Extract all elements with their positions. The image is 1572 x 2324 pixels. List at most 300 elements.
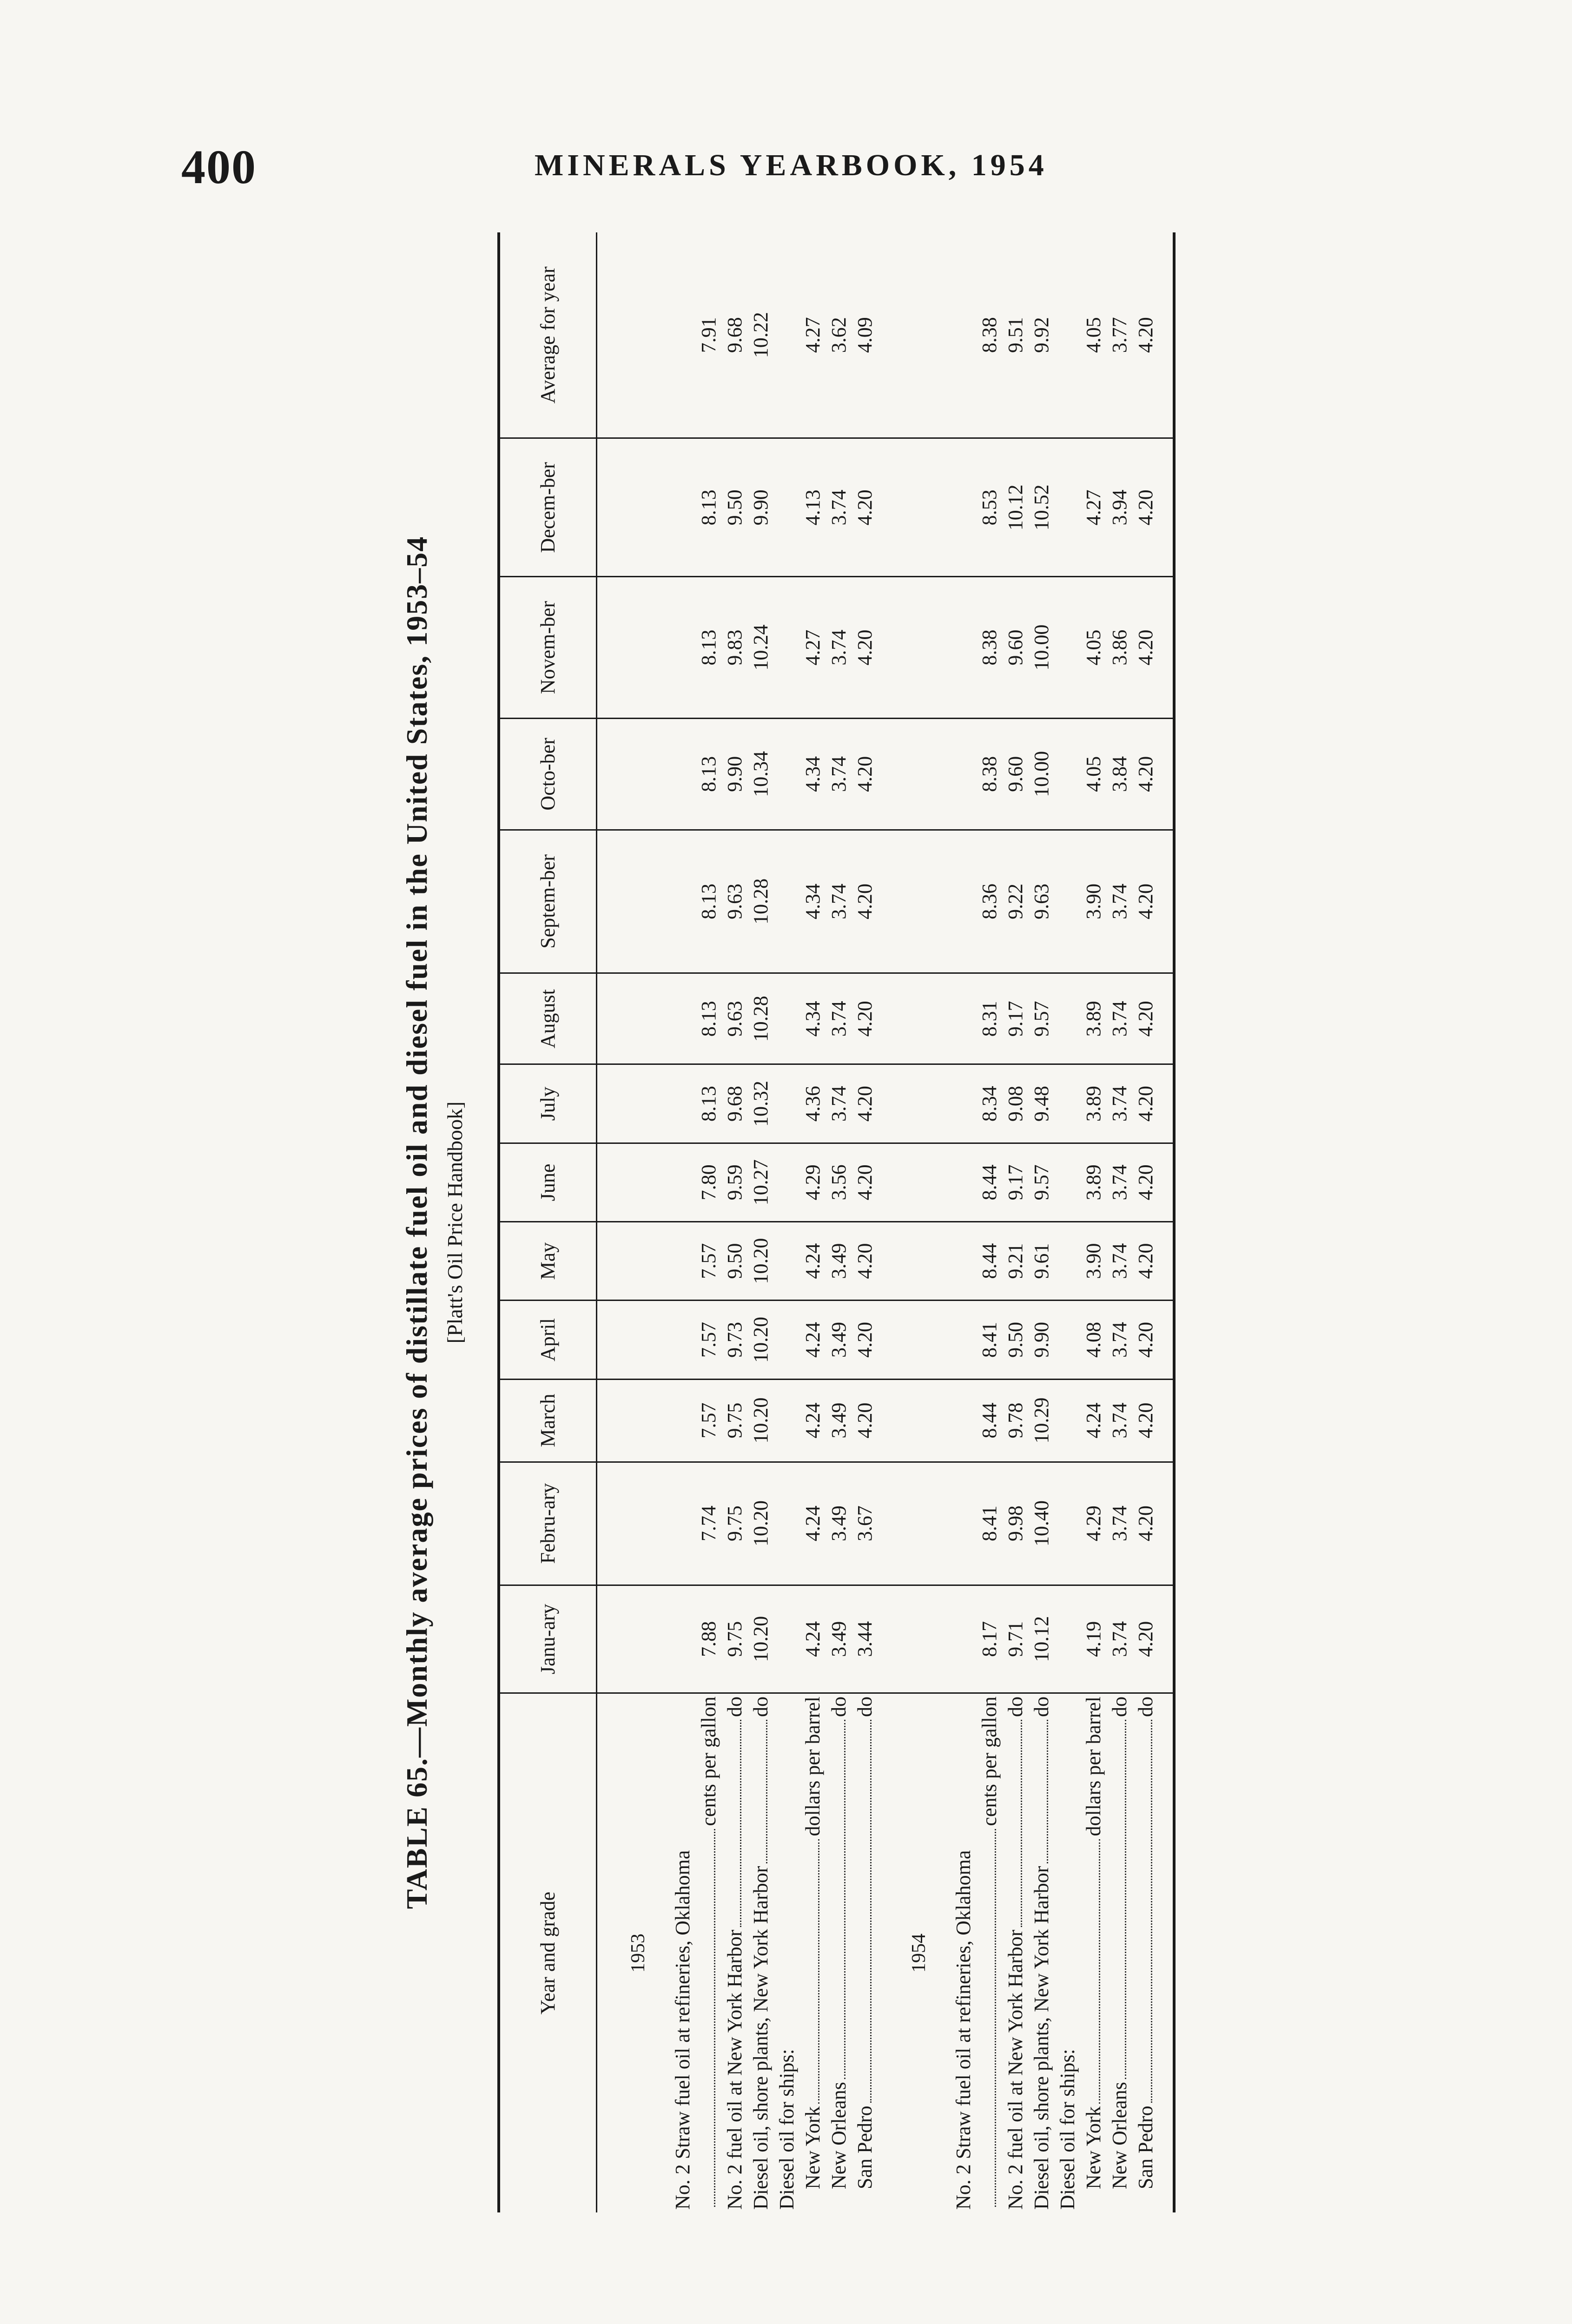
price-cell: 3.74 — [1107, 1143, 1133, 1221]
price-cell: 9.90 — [1029, 1301, 1055, 1379]
empty-cell — [596, 1222, 670, 1301]
table-row — [800, 232, 826, 2212]
row-label-cell — [800, 1693, 826, 2213]
row-label: Diesel oil, shore plants, New York Harbor — [1030, 1866, 1053, 2210]
price-cell: 4.20 — [852, 1143, 878, 1221]
price-cell: 7.88 — [696, 1585, 722, 1693]
column-header: Average for year — [499, 232, 596, 438]
price-cell: 9.61 — [1029, 1222, 1055, 1301]
row-label-cell — [1081, 1693, 1107, 2213]
price-cell: 4.20 — [1133, 1222, 1174, 1301]
price-cell: 8.31 — [977, 973, 1003, 1064]
row-label: No. 2 fuel oil at New York Harbor — [1004, 1929, 1027, 2210]
price-cell: 3.84 — [1107, 719, 1133, 830]
price-cell: 4.20 — [852, 1379, 878, 1462]
price-cell: 8.13 — [696, 1064, 722, 1143]
price-cell: 3.49 — [826, 1222, 852, 1301]
price-cell: 3.90 — [1081, 1222, 1107, 1301]
row-unit: do — [827, 1697, 850, 1717]
year-heading-row — [596, 232, 670, 2212]
empty-cell — [596, 438, 670, 577]
price-cell: 9.75 — [722, 1585, 748, 1693]
row-label: No. 2 Straw fuel oil at refineries, Oklahoma — [951, 1850, 975, 2210]
row-unit: cents per gallon — [697, 1697, 720, 1826]
price-cell: 10.20 — [748, 1585, 774, 1693]
column-header: March — [499, 1379, 596, 1462]
table-row — [1003, 232, 1029, 2212]
price-cell — [670, 830, 696, 973]
price-cell: 8.44 — [977, 1379, 1003, 1462]
price-cell: 8.38 — [977, 232, 1003, 438]
price-cell: 4.36 — [800, 1064, 826, 1143]
price-cell: 4.27 — [800, 577, 826, 719]
price-cell — [951, 1585, 977, 1693]
table-row — [1081, 232, 1107, 2212]
column-header: Decem-ber — [499, 438, 596, 577]
row-label-cell — [1107, 1693, 1133, 2213]
price-cell — [1055, 438, 1081, 577]
empty-cell — [878, 438, 951, 577]
table-row — [1133, 232, 1174, 2212]
row-label-cell — [977, 1693, 1003, 2213]
empty-cell — [878, 1379, 951, 1462]
price-cell: 3.74 — [826, 973, 852, 1064]
price-cell: 7.80 — [696, 1143, 722, 1221]
price-cell — [670, 232, 696, 438]
price-cell: 4.20 — [1133, 232, 1174, 438]
price-cell: 9.75 — [722, 1462, 748, 1585]
price-cell: 3.62 — [826, 232, 852, 438]
price-cell: 10.00 — [1029, 719, 1055, 830]
price-cell: 10.12 — [1003, 438, 1029, 577]
leader-dots — [740, 1720, 741, 1927]
leader-dots — [844, 1720, 845, 2079]
empty-cell — [878, 232, 951, 438]
price-cell: 7.91 — [696, 232, 722, 438]
price-cell — [1055, 1222, 1081, 1301]
price-cell: 4.20 — [1133, 1301, 1174, 1379]
rotated-table-block — [400, 232, 1171, 2212]
empty-cell — [596, 1462, 670, 1585]
column-header-year-and-grade: Year and grade — [499, 1693, 596, 2213]
price-cell: 10.27 — [748, 1143, 774, 1221]
price-cell: 4.29 — [800, 1143, 826, 1221]
leader-dots — [995, 1829, 996, 2207]
price-cell — [951, 719, 977, 830]
row-unit: dollars per barrel — [1082, 1697, 1105, 1836]
price-cell: 4.19 — [1081, 1585, 1107, 1693]
leader-dots — [1151, 1720, 1152, 2103]
price-cell — [670, 719, 696, 830]
row-label: New York — [1082, 2106, 1105, 2189]
price-cell — [774, 973, 800, 1064]
price-cell: 9.63 — [1029, 830, 1055, 973]
price-cell: 10.24 — [748, 577, 774, 719]
price-cell: 3.89 — [1081, 1064, 1107, 1143]
row-label-cell — [670, 1693, 696, 2213]
table-row — [977, 232, 1003, 2212]
price-cell: 8.38 — [977, 719, 1003, 830]
price-cell: 4.20 — [852, 577, 878, 719]
price-cell — [951, 1462, 977, 1585]
price-cell: 9.98 — [1003, 1462, 1029, 1585]
price-cell: 3.49 — [826, 1379, 852, 1462]
price-cell: 9.50 — [722, 438, 748, 577]
price-cell: 9.21 — [1003, 1222, 1029, 1301]
row-label-cell — [696, 1693, 722, 2213]
price-cell: 3.90 — [1081, 830, 1107, 973]
price-cell — [774, 1064, 800, 1143]
row-label-cell — [774, 1693, 800, 2213]
price-cell: 9.17 — [1003, 973, 1029, 1064]
price-cell: 10.29 — [1029, 1379, 1055, 1462]
empty-cell — [878, 1462, 951, 1585]
leader-dots — [818, 1839, 819, 2104]
price-cell: 3.77 — [1107, 232, 1133, 438]
empty-cell — [596, 1301, 670, 1379]
price-cell: 10.22 — [748, 232, 774, 438]
table-row — [951, 232, 977, 2212]
price-cell: 3.74 — [1107, 973, 1133, 1064]
price-cell — [1055, 1301, 1081, 1379]
price-cell — [774, 577, 800, 719]
price-cell: 3.74 — [826, 1064, 852, 1143]
price-table — [497, 232, 1176, 2212]
row-label-cell — [852, 1693, 878, 2213]
row-unit: do — [1108, 1697, 1131, 1717]
price-cell: 9.60 — [1003, 577, 1029, 719]
column-header: April — [499, 1301, 596, 1379]
price-cell: 9.57 — [1029, 973, 1055, 1064]
row-label: New Orleans — [1108, 2082, 1131, 2189]
price-cell: 3.74 — [1107, 1585, 1133, 1693]
empty-cell — [596, 577, 670, 719]
empty-cell — [878, 830, 951, 973]
column-header: May — [499, 1222, 596, 1301]
price-cell: 4.20 — [1133, 830, 1174, 973]
price-cell: 3.56 — [826, 1143, 852, 1221]
price-cell: 9.68 — [722, 232, 748, 438]
row-label: No. 2 fuel oil at New York Harbor — [723, 1929, 746, 2210]
price-cell: 8.17 — [977, 1585, 1003, 1693]
price-cell — [1055, 1585, 1081, 1693]
empty-cell — [596, 1064, 670, 1143]
leader-dots — [1125, 1720, 1126, 2079]
price-cell — [1055, 577, 1081, 719]
column-header: August — [499, 973, 596, 1064]
price-cell: 8.44 — [977, 1143, 1003, 1221]
price-cell — [774, 719, 800, 830]
table-row — [1055, 232, 1081, 2212]
row-label: New York — [801, 2106, 824, 2189]
price-cell: 9.63 — [722, 973, 748, 1064]
table-body — [596, 232, 1174, 2212]
row-label-cell — [951, 1693, 977, 2213]
price-cell: 4.20 — [852, 1064, 878, 1143]
row-label-cell — [1003, 1693, 1029, 2213]
price-cell: 10.00 — [1029, 577, 1055, 719]
price-cell: 8.53 — [977, 438, 1003, 577]
leader-dots — [1021, 1720, 1022, 1927]
price-cell — [951, 1379, 977, 1462]
row-unit: do — [723, 1697, 746, 1717]
price-cell: 4.20 — [1133, 1379, 1174, 1462]
price-cell: 4.24 — [800, 1301, 826, 1379]
price-cell: 8.38 — [977, 577, 1003, 719]
price-cell — [670, 1585, 696, 1693]
leader-dots — [1047, 1720, 1048, 1863]
price-cell — [951, 1301, 977, 1379]
empty-cell — [878, 1301, 951, 1379]
running-head: MINERALS YEARBOOK, 1954 — [535, 148, 1048, 182]
row-label-cell — [1029, 1693, 1055, 2213]
table-source: [Platt's Oil Price Handbook] — [443, 1101, 467, 1344]
leader-dots — [714, 1829, 715, 2207]
price-cell: 8.13 — [696, 830, 722, 973]
price-cell: 9.59 — [722, 1143, 748, 1221]
empty-cell — [596, 973, 670, 1064]
price-cell: 9.60 — [1003, 719, 1029, 830]
price-cell: 8.34 — [977, 1064, 1003, 1143]
price-cell: 4.24 — [800, 1585, 826, 1693]
column-header: July — [499, 1064, 596, 1143]
year-heading: 1953 — [627, 1934, 649, 1973]
price-cell: 4.20 — [852, 973, 878, 1064]
empty-cell — [878, 577, 951, 719]
row-label: San Pedro — [853, 2106, 876, 2189]
empty-cell — [596, 232, 670, 438]
price-cell: 3.67 — [852, 1462, 878, 1585]
leader-dots — [870, 1720, 872, 2103]
price-cell: 4.05 — [1081, 719, 1107, 830]
empty-cell — [596, 719, 670, 830]
price-cell: 3.74 — [1107, 1379, 1133, 1462]
price-cell: 3.94 — [1107, 438, 1133, 577]
row-unit: cents per gallon — [978, 1697, 1001, 1826]
price-cell — [670, 973, 696, 1064]
price-cell: 4.20 — [1133, 1462, 1174, 1585]
price-cell: 4.20 — [1133, 577, 1174, 719]
row-label: New Orleans — [827, 2082, 850, 2189]
price-cell — [774, 1462, 800, 1585]
empty-cell — [878, 1222, 951, 1301]
row-unit: do — [1134, 1697, 1157, 1717]
year-heading: 1954 — [908, 1934, 930, 1973]
price-cell: 9.63 — [722, 830, 748, 973]
price-cell: 9.92 — [1029, 232, 1055, 438]
price-cell: 4.20 — [1133, 973, 1174, 1064]
price-cell — [1055, 1143, 1081, 1221]
price-cell: 3.74 — [826, 438, 852, 577]
price-cell — [670, 438, 696, 577]
empty-cell — [596, 1585, 670, 1693]
price-cell: 9.22 — [1003, 830, 1029, 973]
price-cell: 4.29 — [1081, 1462, 1107, 1585]
price-cell — [670, 1064, 696, 1143]
column-header: Janu-ary — [499, 1585, 596, 1693]
price-cell — [951, 973, 977, 1064]
row-unit: do — [853, 1697, 876, 1717]
table-row — [852, 232, 878, 2212]
price-cell: 4.20 — [852, 1222, 878, 1301]
price-cell: 4.34 — [800, 830, 826, 973]
price-cell: 4.09 — [852, 232, 878, 438]
price-cell: 8.41 — [977, 1301, 1003, 1379]
price-cell: 7.57 — [696, 1222, 722, 1301]
price-cell: 4.27 — [1081, 438, 1107, 577]
price-cell: 3.74 — [826, 577, 852, 719]
price-cell: 10.12 — [1029, 1585, 1055, 1693]
price-cell — [1055, 1462, 1081, 1585]
price-cell: 10.20 — [748, 1462, 774, 1585]
price-cell: 3.89 — [1081, 973, 1107, 1064]
price-cell: 4.20 — [1133, 1064, 1174, 1143]
empty-cell — [878, 1143, 951, 1221]
page-number: 400 — [181, 140, 257, 194]
price-cell: 9.50 — [1003, 1301, 1029, 1379]
price-cell — [774, 830, 800, 973]
price-cell: 9.50 — [722, 1222, 748, 1301]
table-header-row — [499, 232, 596, 2212]
price-cell: 10.28 — [748, 973, 774, 1064]
price-cell: 3.86 — [1107, 577, 1133, 719]
price-cell: 9.73 — [722, 1301, 748, 1379]
price-cell: 9.83 — [722, 577, 748, 719]
price-cell: 4.20 — [1133, 1143, 1174, 1221]
row-unit: do — [749, 1697, 772, 1717]
price-cell: 3.74 — [1107, 1301, 1133, 1379]
price-cell: 4.20 — [852, 438, 878, 577]
price-cell — [670, 1143, 696, 1221]
empty-cell — [878, 1064, 951, 1143]
price-cell: 4.24 — [1081, 1379, 1107, 1462]
price-cell: 10.32 — [748, 1064, 774, 1143]
price-cell: 4.20 — [1133, 1585, 1174, 1693]
price-cell: 4.24 — [800, 1379, 826, 1462]
table-row — [826, 232, 852, 2212]
price-cell: 4.34 — [800, 973, 826, 1064]
price-cell: 9.71 — [1003, 1585, 1029, 1693]
table-row — [748, 232, 774, 2212]
row-unit: dollars per barrel — [801, 1697, 824, 1836]
price-cell: 3.49 — [826, 1301, 852, 1379]
price-cell — [670, 577, 696, 719]
price-cell: 4.20 — [852, 1301, 878, 1379]
price-cell: 4.20 — [852, 830, 878, 973]
price-cell: 8.36 — [977, 830, 1003, 973]
price-cell — [774, 1379, 800, 1462]
column-header: Octo-ber — [499, 719, 596, 830]
price-cell: 4.13 — [800, 438, 826, 577]
price-cell: 3.49 — [826, 1585, 852, 1693]
price-cell — [670, 1379, 696, 1462]
row-label: Diesel oil for ships: — [1056, 2049, 1079, 2210]
price-cell: 9.90 — [748, 438, 774, 577]
table-caption: TABLE 65.—Monthly average prices of distillate fuel oil and diesel fuel in the United States, 1953–54 — [400, 535, 433, 1909]
price-cell: 9.78 — [1003, 1379, 1029, 1462]
price-cell: 8.13 — [696, 973, 722, 1064]
price-cell: 3.74 — [1107, 1064, 1133, 1143]
empty-cell — [878, 719, 951, 830]
price-cell: 10.20 — [748, 1379, 774, 1462]
price-cell — [774, 1222, 800, 1301]
price-cell: 4.08 — [1081, 1301, 1107, 1379]
empty-cell — [878, 973, 951, 1064]
leader-dots — [1099, 1839, 1100, 2104]
price-cell: 9.48 — [1029, 1064, 1055, 1143]
row-label: No. 2 Straw fuel oil at refineries, Oklahoma — [671, 1850, 694, 2210]
price-cell: 10.20 — [748, 1222, 774, 1301]
price-cell: 10.52 — [1029, 438, 1055, 577]
price-cell: 8.13 — [696, 719, 722, 830]
column-header: Septem-ber — [499, 830, 596, 973]
row-label-cell — [1133, 1693, 1174, 2213]
price-cell: 4.05 — [1081, 577, 1107, 719]
table-row — [1107, 232, 1133, 2212]
price-cell — [951, 1143, 977, 1221]
price-cell: 3.74 — [1107, 1462, 1133, 1585]
price-cell: 10.34 — [748, 719, 774, 830]
price-cell: 8.13 — [696, 577, 722, 719]
price-cell: 3.44 — [852, 1585, 878, 1693]
empty-cell — [878, 1585, 951, 1693]
price-cell: 8.41 — [977, 1462, 1003, 1585]
price-cell — [1055, 830, 1081, 973]
price-cell: 3.49 — [826, 1462, 852, 1585]
price-cell — [1055, 1379, 1081, 1462]
empty-cell — [596, 830, 670, 973]
row-label-cell — [748, 1693, 774, 2213]
price-cell — [951, 830, 977, 973]
price-cell: 9.75 — [722, 1379, 748, 1462]
price-cell: 4.24 — [800, 1462, 826, 1585]
price-cell — [670, 1462, 696, 1585]
table-row — [774, 232, 800, 2212]
price-cell: 4.20 — [1133, 438, 1174, 577]
price-cell: 7.57 — [696, 1301, 722, 1379]
row-label: Diesel oil for ships: — [775, 2049, 798, 2210]
leader-dots — [766, 1720, 767, 1863]
row-label: San Pedro — [1134, 2106, 1157, 2189]
price-cell: 7.57 — [696, 1379, 722, 1462]
price-cell — [951, 438, 977, 577]
price-cell — [951, 232, 977, 438]
price-cell — [951, 1064, 977, 1143]
price-cell: 9.68 — [722, 1064, 748, 1143]
table-row — [722, 232, 748, 2212]
price-cell — [774, 1301, 800, 1379]
year-heading-row — [878, 232, 951, 2212]
price-cell — [670, 1222, 696, 1301]
price-cell: 4.05 — [1081, 232, 1107, 438]
row-unit: do — [1004, 1697, 1027, 1717]
price-cell: 3.74 — [1107, 830, 1133, 973]
price-cell: 3.89 — [1081, 1143, 1107, 1221]
price-cell: 3.74 — [826, 719, 852, 830]
price-cell: 4.20 — [852, 719, 878, 830]
price-cell: 9.17 — [1003, 1143, 1029, 1221]
row-unit: do — [1030, 1697, 1053, 1717]
price-cell — [1055, 1064, 1081, 1143]
price-cell: 8.44 — [977, 1222, 1003, 1301]
price-cell — [1055, 719, 1081, 830]
row-label-cell — [1055, 1693, 1081, 2213]
price-cell — [774, 232, 800, 438]
column-header: June — [499, 1143, 596, 1221]
empty-cell — [596, 1143, 670, 1221]
price-cell: 3.74 — [826, 830, 852, 973]
price-cell — [951, 1222, 977, 1301]
